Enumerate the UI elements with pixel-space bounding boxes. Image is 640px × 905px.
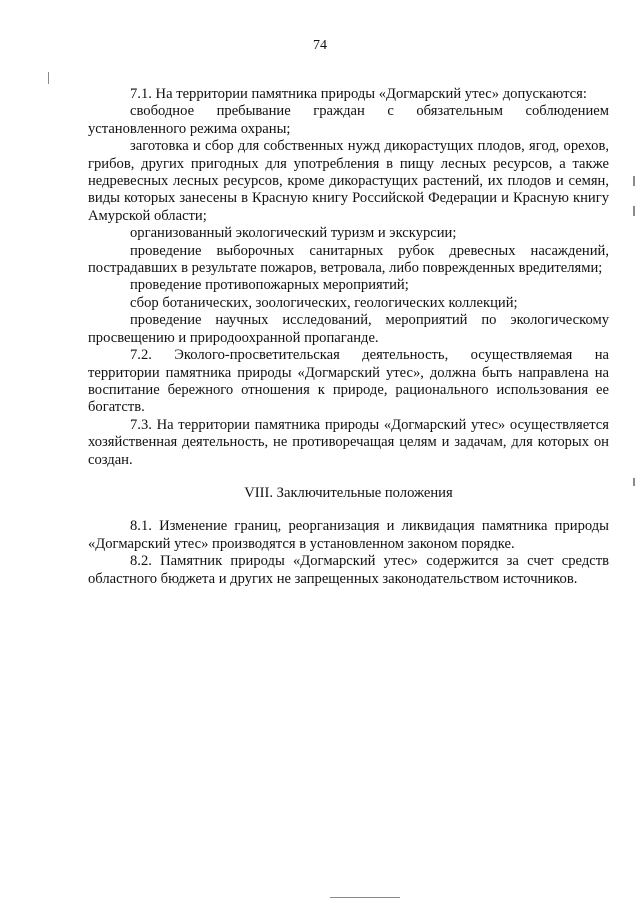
document-body [88,86,609,588]
page-number: 74 [313,38,327,53]
list-item-collections: сбор ботанических, зоологических, геологических коллекций; [130,294,518,311]
list-item-harvesting: заготовка и сбор для собственных нужд дикорастущих плодов, ягод, орехов, грибов, других пригодных для употребления в пищу лесных ресурсов, а также недревесных лесных ресурсов, кроме дикорастущих растений, их плодов и семян, виды которых занесены в Красную книгу Российской Федерации и Красную книгу Амурской области; [88,138,609,224]
paragraph-8-1: 8.1. Изменение границ, реорганизация и ликвидация памятника природы «Догмарский утес» производятся в установленном законом порядке. [88,518,609,552]
list-item-research: проведение научных исследований, мероприятий по экологическому просвещению и природоохранной пропаганде. [88,312,609,346]
scan-mark-right-2 [633,206,635,216]
list-item-eco-tourism: организованный экологический туризм и экскурсии; [130,225,457,242]
paragraph-7-2: 7.2. Эколого-просветительская деятельность, осуществляемая на территории памятника природы «Догмарский утес», должна быть направлена на воспитание бережного отношения к природе, рационального использования ее богатств. [88,347,609,416]
paragraph-7-1: 7.1. На территории памятника природы «Догмарский утес» допускаются: [130,86,587,102]
section-heading: VIII. Заключительные положения [244,484,453,501]
scan-mark-bottom [330,897,400,898]
paragraph-8-2: 8.2. Памятник природы «Догмарский утес» содержится за счет средств областного бюджета и других не запрещенных законодательством источников. [88,553,609,587]
list-item-sanitary-felling: проведение выборочных санитарных рубок древесных насаждений, пострадавших в результате пожаров, ветровала, либо поврежденных вредителями; [88,242,609,277]
scan-mark-right-1 [633,176,635,186]
paragraph-7-3: 7.3. На территории памятника природы «Догмарский утес» осуществляется хозяйственная деятельность, не противоречащая целям и задачам, для которых он создан. [88,416,609,468]
list-item-free-stay: свободное пребывание граждан с обязательным соблюдением установленного режима охраны; [88,103,609,137]
scan-mark-left [48,72,49,84]
scan-mark-right-3 [633,478,635,486]
list-item-fire-prevention: проведение противопожарных мероприятий; [130,277,409,294]
